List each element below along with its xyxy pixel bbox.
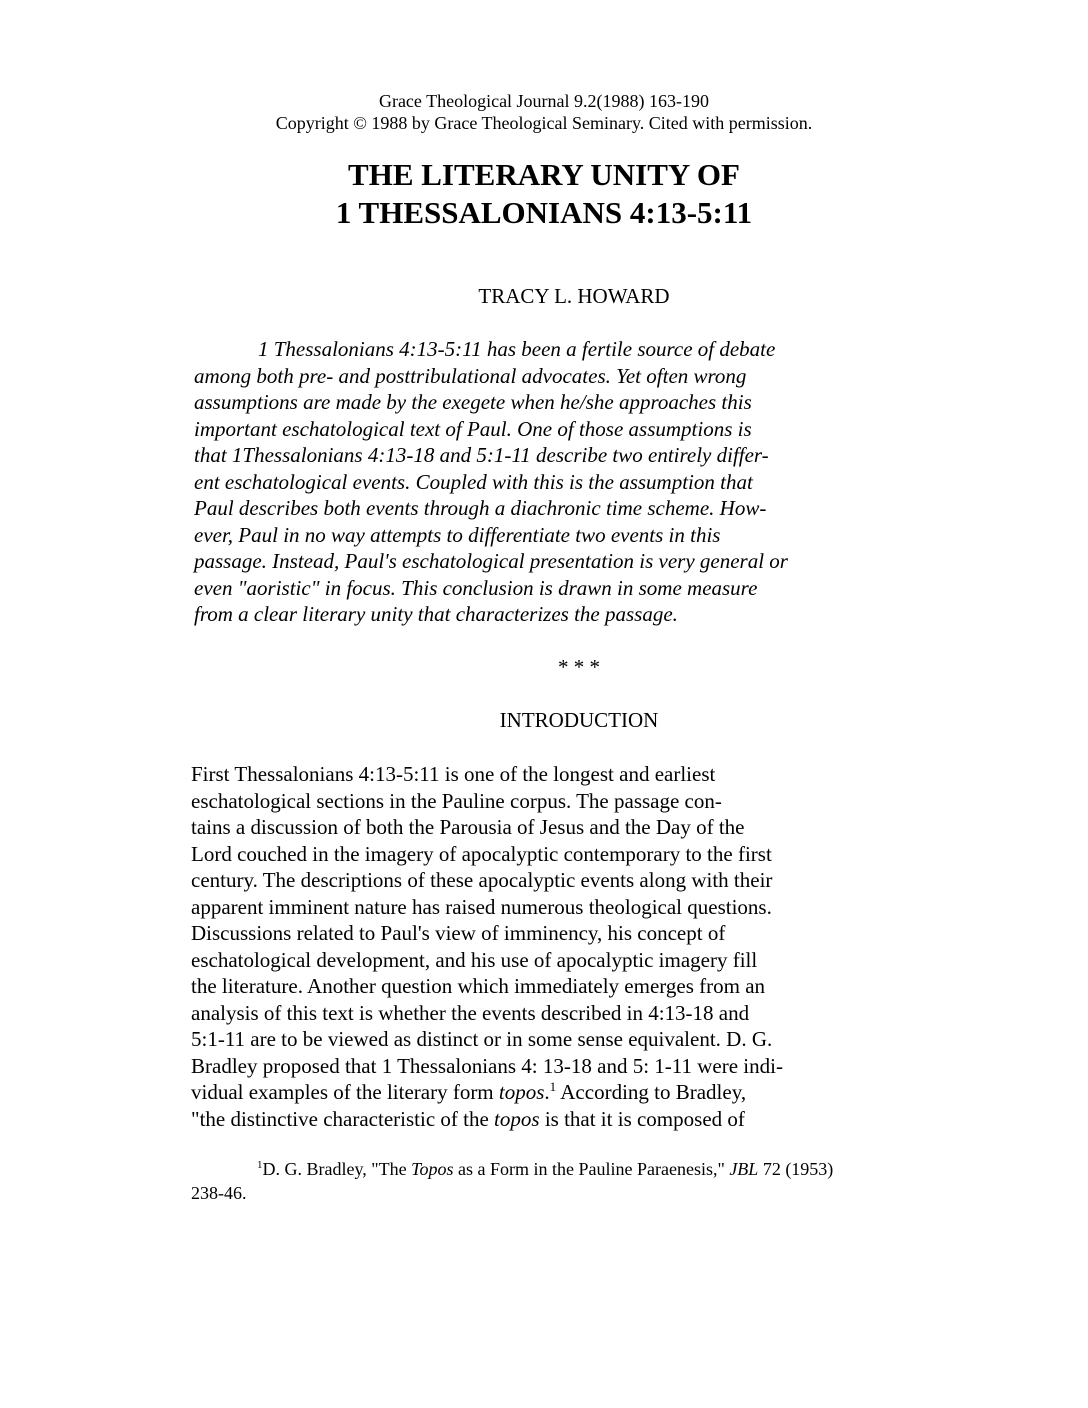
abstract-line: Paul describes both events through a diachronic time scheme. How- xyxy=(194,496,767,520)
body-line: Lord couched in the imagery of apocalyptic contemporary to the first xyxy=(191,841,772,866)
journal-header xyxy=(0,90,1088,134)
abstract-line: that 1Thessalonians 4:13-18 and 5:1-11 describe two entirely differ- xyxy=(194,443,769,467)
footnote-text-segment: D. G. Bradley, "The xyxy=(262,1159,412,1179)
body-line: analysis of this text is whether the events described in 4:13-18 and xyxy=(191,1000,750,1025)
introduction-heading: INTRODUCTION xyxy=(499,708,659,732)
title-line-2: 1 THESSALONIANS 4:13-5:11 xyxy=(335,195,753,230)
body-line: eschatological development, and his use of apocalyptic imagery fill xyxy=(191,947,758,972)
abstract-line: ever, Paul in no way attempts to differentiate two events in this xyxy=(194,522,721,547)
abstract-line: passage. Instead, Paul's eschatological presentation is very general or xyxy=(194,549,788,573)
footnote-journal-abbrev: JBL xyxy=(729,1159,759,1179)
footnote-line: 238-46. xyxy=(191,1183,247,1203)
body-line: First Thessalonians 4:13-5:11 is one of the longest and earliest xyxy=(191,762,716,786)
footnote-text-segment: as a Form in the Pauline Paraenesis," xyxy=(453,1159,730,1179)
journal-citation: Grace Theological Journal 9.2(1988) 163-190 xyxy=(378,91,710,111)
abstract-line: ent eschatological events. Coupled with this is the assumption that xyxy=(194,469,753,494)
body-line: century. The descriptions of these apocalyptic events along with their xyxy=(191,868,773,892)
body-text-segment: . xyxy=(544,1080,550,1104)
section-separator: * * * xyxy=(558,655,600,679)
body-line: Bradley proposed that 1 Thessalonians 4: 13-18 and 5: 1-11 were indi- xyxy=(191,1053,783,1078)
body-text-segment: is that it is composed of xyxy=(539,1106,745,1131)
footnote-marker: 1 xyxy=(257,1159,263,1171)
title-line-1: THE LITERARY UNITY OF xyxy=(348,157,740,192)
abstract-line: important eschatological text of Paul. One of those assumptions is xyxy=(194,416,752,441)
footnote xyxy=(191,1157,891,1205)
body-line: Discussions related to Paul's view of imminency, his concept of xyxy=(191,921,726,945)
body-text-segment: vidual examples of the literary form xyxy=(191,1080,499,1104)
topos-term: topos xyxy=(498,1080,545,1104)
author-name: TRACY L. HOWARD xyxy=(478,284,670,308)
article-title xyxy=(0,156,1088,232)
body-text-segment: "the distinctive characteristic of the xyxy=(191,1106,495,1131)
body-text-segment: According to Bradley, xyxy=(556,1080,747,1104)
abstract-line: among both pre- and posttribulational advocates. Yet often wrong xyxy=(194,363,747,388)
body-line: the literature. Another question which immediately emerges from an xyxy=(191,974,766,998)
body-line: eschatological sections in the Pauline corpus. The passage con- xyxy=(191,788,722,813)
copyright-notice: Copyright © 1988 by Grace Theological Seminary. Cited with permission. xyxy=(275,113,813,133)
footnote-italic-topos: Topos xyxy=(411,1159,454,1179)
topos-term: topos xyxy=(494,1106,540,1131)
abstract-line: 1 Thessalonians 4:13-5:11 has been a fertile source of debate xyxy=(258,337,776,361)
footnote-text-segment: 72 (1953) xyxy=(758,1159,834,1179)
body-line: tains a discussion of both the Parousia of Jesus and the Day of the xyxy=(191,815,745,839)
abstract-line: from a clear literary unity that characterizes the passage. xyxy=(194,602,678,626)
body-line: 5:1-11 are to be viewed as distinct or in some sense equivalent. D. G. xyxy=(191,1027,773,1051)
introduction-body xyxy=(191,761,891,1132)
abstract-line: even "aoristic" in focus. This conclusion is drawn in some measure xyxy=(194,575,758,600)
body-line xyxy=(191,1106,891,1133)
abstract-line: assumptions are made by the exegete when he/she approaches this xyxy=(194,390,752,414)
body-line: apparent imminent nature has raised numerous theological questions. xyxy=(191,894,772,919)
footnote-reference[interactable]: 1 xyxy=(549,1079,557,1094)
abstract xyxy=(194,336,874,628)
body-line xyxy=(191,1079,891,1106)
footnote-line xyxy=(191,1157,891,1181)
